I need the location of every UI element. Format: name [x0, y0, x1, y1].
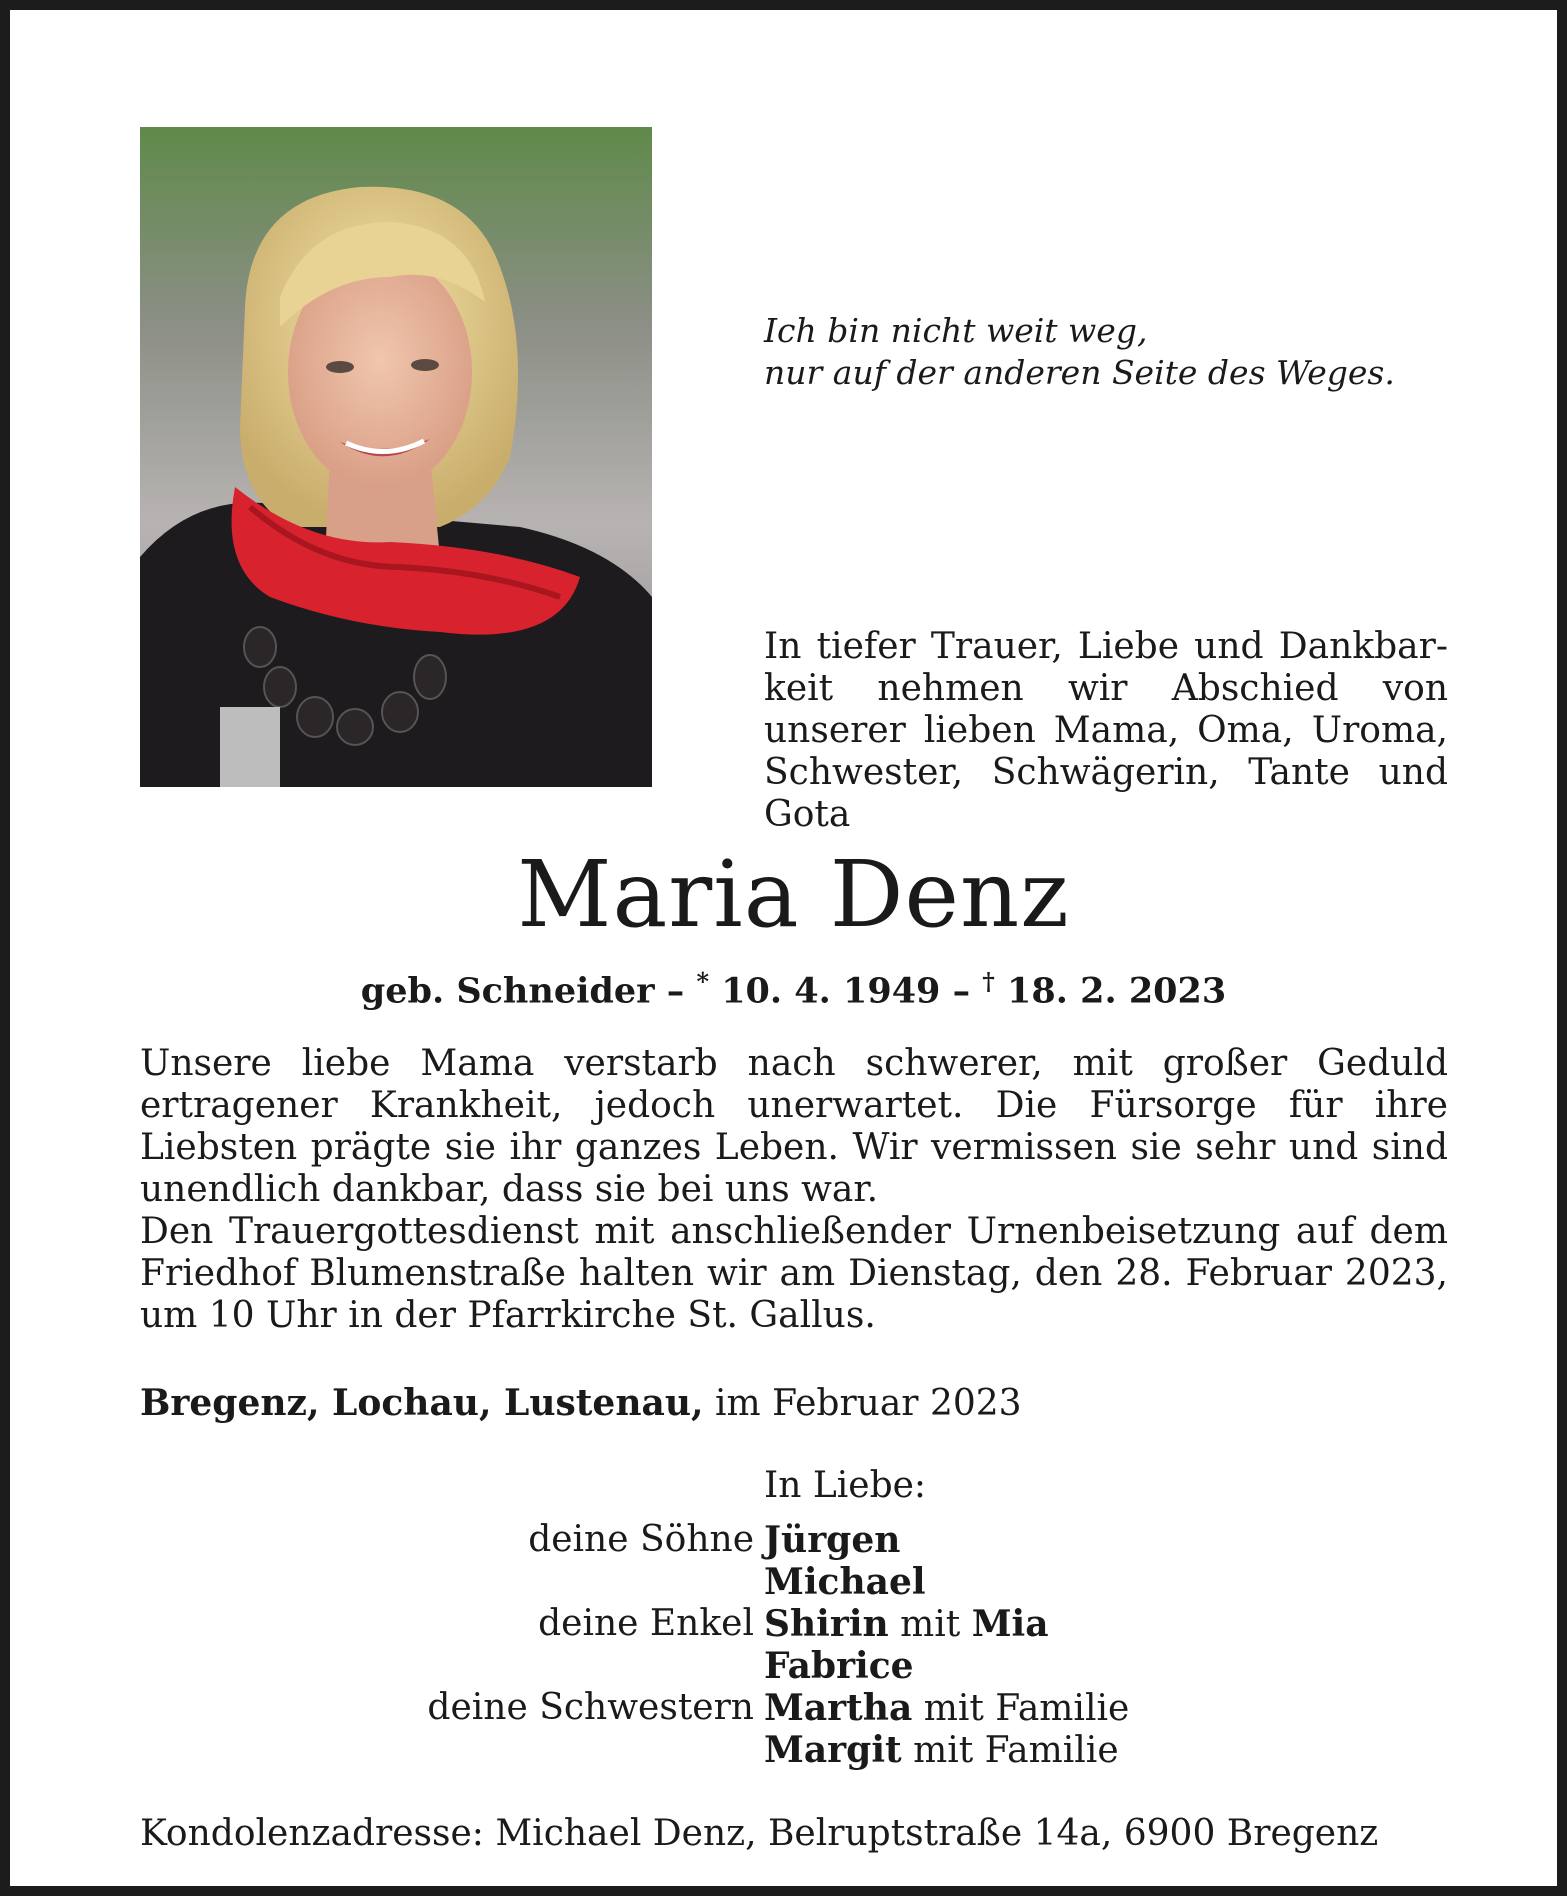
- portrait-photo: [140, 127, 652, 787]
- sister-name: Margit: [764, 1729, 902, 1771]
- family-row: [140, 1561, 1448, 1603]
- sister-name: Martha: [764, 1687, 913, 1729]
- grandchildren-label: deine Enkel: [538, 1603, 754, 1644]
- quote-line-2: nur auf der anderen Seite des Weges.: [764, 353, 1395, 392]
- condolence-address: Kondolenzadresse: Michael Denz, Belruptstraße 14a, 6900 Bregenz: [140, 1813, 1379, 1854]
- death-symbol: †: [982, 967, 995, 996]
- family-row: [140, 1645, 1448, 1687]
- son-name: Jürgen: [764, 1519, 901, 1561]
- maiden-name: geb. Schneider: [360, 970, 655, 1012]
- family-list: [140, 1519, 1448, 1771]
- place-towns: Bregenz, Lochau, Lustenau,: [140, 1382, 704, 1424]
- sister-suffix: mit Familie: [923, 1688, 1130, 1729]
- family-row: [140, 1519, 1448, 1561]
- with-word: mit: [900, 1604, 961, 1645]
- son-name: Michael: [764, 1561, 926, 1603]
- birth-date: 10. 4. 1949: [721, 970, 941, 1012]
- place-date-line: [140, 1382, 1448, 1425]
- deceased-name: Maria Denz: [517, 841, 1070, 948]
- family-row: [140, 1729, 1448, 1771]
- body-text: [140, 1043, 1448, 1337]
- life-dates-line: geb. Schneider – * 10. 4. 1949 – † 18. 2. 2023: [360, 967, 1227, 1012]
- grandchild-name: Shirin: [764, 1603, 889, 1645]
- place-date: im Februar 2023: [715, 1383, 1022, 1424]
- intro-text: In tiefer Trauer, Liebe und Dankbarkeit nehmen wir Abschied von unserer lieben Mama, Oma, Uroma, Schwester, Schwägerin, Tante und Gota: [764, 626, 1448, 835]
- great-grandchild-name: Mia: [971, 1603, 1049, 1645]
- memorial-quote: [764, 310, 1484, 394]
- family-row: [140, 1603, 1448, 1645]
- grandchild-name: Fabrice: [764, 1645, 914, 1687]
- signoff: In Liebe:: [764, 1465, 927, 1506]
- birth-symbol: *: [696, 967, 709, 996]
- quote-line-1: Ich bin nicht weit weg,: [764, 311, 1148, 350]
- body-paragraph-2: Den Trauergottesdienst mit anschließender Urnenbeisetzung auf dem Friedhof Blumenstraße halten wir am Dienstag, den 28. Februar 2023, um 10 Uhr in der Pfarrkirche St. Gallus.: [140, 1211, 1448, 1336]
- sisters-label: deine Schwestern: [427, 1687, 754, 1728]
- sister-suffix: mit Familie: [913, 1730, 1119, 1771]
- death-date: 18. 2. 2023: [1007, 970, 1227, 1012]
- sons-label: deine Söhne: [528, 1519, 754, 1560]
- family-row: [140, 1687, 1448, 1729]
- body-paragraph-1: Unsere liebe Mama verstarb nach schwerer, mit großer Geduld ertragener Krankheit, jedoch unerwartet. Die Fürsorge für ihre Liebsten prägte sie ihr ganzes Leben. Wir vermissen sie sehr und sind unendlich dankbar, dass sie bei uns war.: [140, 1043, 1448, 1210]
